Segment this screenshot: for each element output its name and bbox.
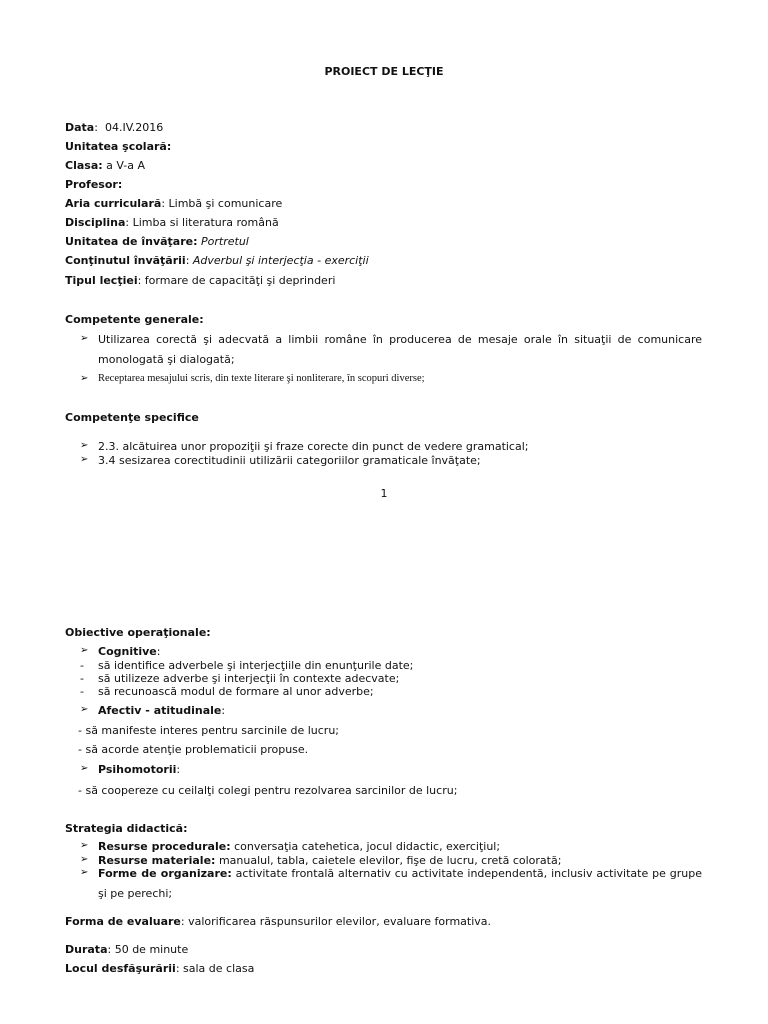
- cognitive-item-3: să recunoască modul de formare al unor adverbe;: [98, 685, 374, 698]
- competenta-generala-1-line2: monologată şi dialogată;: [98, 353, 235, 366]
- cognitive-item-1: să identifice adverbele şi interjecţiile din enunţurile date;: [98, 659, 414, 672]
- continutul-value: Adverbul şi interjecţia - exerciţii: [192, 254, 369, 267]
- aria-label: Aria curriculară: [65, 197, 162, 210]
- strategia-materiale: Resurse materiale: manualul, tabla, caietele elevilor, fişe de lucru, cretă colorată;: [98, 854, 562, 867]
- arrow-bullet-icon: ➢: [80, 645, 89, 656]
- unitatea-scolara-label: Unitatea şcolară:: [65, 140, 172, 153]
- strategia-procedurale: Resurse procedurale: conversaţia catehetica, jocul didactic, exerciţiul;: [98, 840, 501, 853]
- arrow-bullet-icon: ➢: [80, 840, 89, 851]
- durata: Durata: 50 de minute: [65, 943, 189, 956]
- forma-evaluare: Forma de evaluare: valorificarea răspunsurilor elevilor, evaluare formativa.: [65, 915, 492, 928]
- info-clasa: [65, 159, 145, 172]
- arrow-bullet-icon: ➢: [80, 704, 89, 715]
- competenta-generala-2: Receptarea mesajului scris, din texte literare şi nonliterare, în scopuri diverse;: [98, 373, 425, 384]
- cognitive-item-2: să utilizeze adverbe şi interjecţii în contexte adecvate;: [98, 672, 400, 685]
- info-unitatea-invatare: [65, 235, 249, 248]
- strategia-heading: Strategia didactică:: [65, 822, 188, 835]
- arrow-bullet-icon: ➢: [80, 440, 89, 451]
- info-continutul: Conţinutul învăţării: Adverbul şi interjecţia - exerciţii: [65, 254, 369, 267]
- arrow-bullet-icon: ➢: [80, 867, 89, 878]
- cognitive-dash: -: [80, 659, 84, 672]
- obiective-heading: Obiective operaţionale:: [65, 626, 211, 639]
- competenta-generala-1-line1: Utilizarea corectă şi adecvată a limbii române în producerea de mesaje orale în situaţii de comunicare: [98, 333, 702, 346]
- competente-specifice-heading: Competenţe specifice: [65, 411, 199, 424]
- cognitive-dash: -: [80, 672, 84, 685]
- data-value: 04.IV.2016: [104, 121, 164, 134]
- info-aria: Aria curriculară: Limbă şi comunicare: [65, 197, 283, 210]
- arrow-bullet-icon: ➢: [80, 333, 89, 344]
- psihomotorii-item-1: - să coopereze cu ceilalţi colegi pentru rezolvarea sarcinilor de lucru;: [78, 784, 458, 797]
- afectiv-line: Afectiv - atitudinale:: [98, 704, 226, 717]
- page-number: 1: [380, 487, 388, 500]
- arrow-bullet-icon: ➢: [80, 373, 89, 384]
- cognitive-line: Cognitive:: [98, 645, 161, 658]
- tipul-value: formare de capacităţi şi deprinderi: [144, 274, 336, 287]
- strategia-forme-line2: şi pe perechi;: [98, 887, 173, 900]
- psihomotorii-label: Psihomotorii: [98, 763, 177, 776]
- disciplina-label: Disciplina: [65, 216, 126, 229]
- arrow-bullet-icon: ➢: [80, 763, 89, 774]
- disciplina-value: Limba si literatura română: [132, 216, 279, 229]
- cognitive-dash: -: [80, 685, 84, 698]
- competente-generale-heading: Competente generale:: [65, 313, 204, 326]
- continutul-label: Conţinutul învăţării: [65, 254, 186, 267]
- profesor-label: Profesor:: [65, 178, 123, 191]
- clasa-label: Clasa:: [65, 159, 103, 172]
- afectiv-item-2: - să acorde atenţie problematicii propuse.: [78, 743, 309, 756]
- unitatea-invatare-value: Portretul: [201, 235, 249, 248]
- strategia-forme-line1: Forme de organizare: activitate frontală alternativ cu activitate independentă, inclusiv activitate pe grupe: [98, 867, 702, 880]
- competenta-specifica-1: 2.3. alcătuirea unor propoziţii şi fraze corecte din punct de vedere gramatical;: [98, 440, 529, 453]
- cognitive-label: Cognitive: [98, 645, 157, 658]
- psihomotorii-line: Psihomotorii:: [98, 763, 181, 776]
- page-title: PROIECT DE LECŢIE: [324, 65, 444, 78]
- aria-value: Limbă şi comunicare: [168, 197, 283, 210]
- unitatea-invatare-label: Unitatea de învăţare:: [65, 235, 198, 248]
- info-data: Data: 04.IV.2016: [65, 121, 164, 134]
- afectiv-item-1: - să manifeste interes pentru sarcinile de lucru;: [78, 724, 340, 737]
- info-disciplina: Disciplina: Limba si literatura română: [65, 216, 279, 229]
- arrow-bullet-icon: ➢: [80, 854, 89, 865]
- arrow-bullet-icon: ➢: [80, 454, 89, 465]
- tipul-label: Tipul lecţiei: [65, 274, 138, 287]
- clasa-value: a V-a A: [106, 159, 145, 172]
- competenta-specifica-2: 3.4 sesizarea corectitudinii utilizării categoriilor gramaticale învăţate;: [98, 454, 481, 467]
- info-tipul: Tipul lecţiei: formare de capacităţi şi deprinderi: [65, 274, 336, 287]
- locul-desfasurarii: Locul desfăşurării: sala de clasa: [65, 962, 255, 975]
- data-label: Data: [65, 121, 95, 134]
- afectiv-label: Afectiv - atitudinale: [98, 704, 222, 717]
